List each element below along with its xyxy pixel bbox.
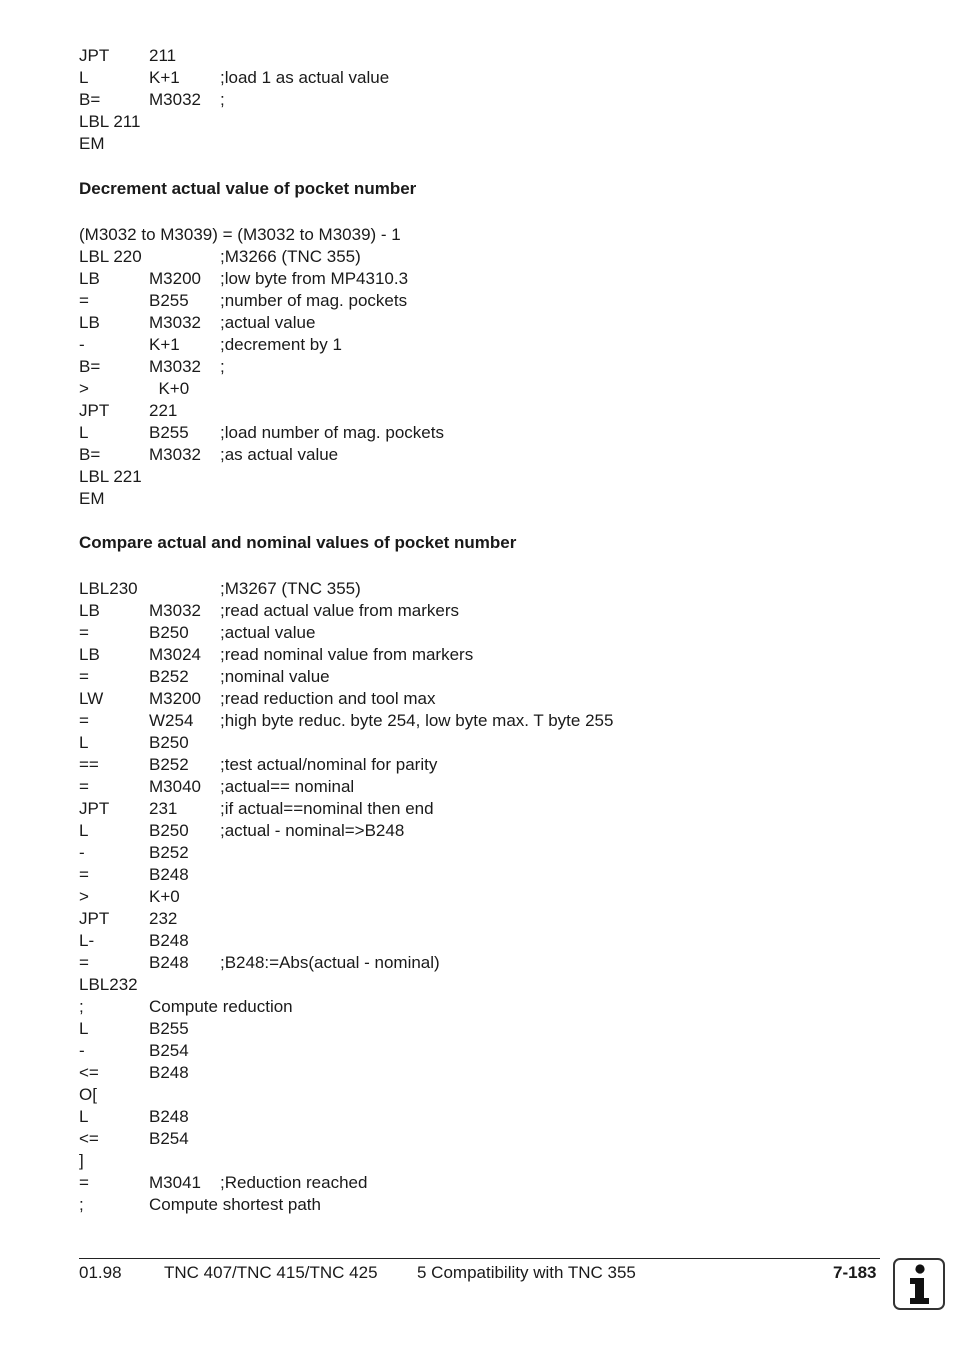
code-line bbox=[79, 1194, 899, 1216]
code-line bbox=[79, 908, 899, 930]
code-operand: M3032 bbox=[149, 90, 201, 109]
code-operand: M3040 bbox=[149, 777, 201, 796]
code-operand: 232 bbox=[149, 909, 178, 928]
code-operand: B252 bbox=[149, 755, 189, 774]
code-line bbox=[79, 290, 899, 312]
code-op: = bbox=[79, 953, 89, 972]
code-op: LBL232 bbox=[79, 975, 138, 994]
code-operand: B252 bbox=[149, 843, 189, 862]
code-op: LB bbox=[79, 601, 100, 620]
code-operand: W254 bbox=[149, 711, 194, 730]
code-comment: ;M3267 (TNC 355) bbox=[220, 579, 361, 598]
code-op: = bbox=[79, 777, 89, 796]
code-comment: ;load number of mag. pockets bbox=[220, 423, 444, 442]
footer-product: TNC 407/TNC 415/TNC 425 bbox=[164, 1263, 378, 1282]
code-op: = bbox=[79, 291, 89, 310]
code-line bbox=[79, 1062, 899, 1084]
code-comment: ;B248:=Abs(actual - nominal) bbox=[220, 953, 440, 972]
code-op: JPT bbox=[79, 799, 110, 818]
code-line bbox=[79, 1084, 899, 1106]
code-operand: M3041 bbox=[149, 1173, 201, 1192]
code-op: - bbox=[79, 843, 85, 862]
code-operand: K+1 bbox=[149, 68, 180, 87]
code-op: = bbox=[79, 711, 89, 730]
code-line bbox=[79, 246, 899, 268]
code-op: EM bbox=[79, 489, 105, 508]
code-op: = bbox=[79, 865, 89, 884]
code-op: ] bbox=[79, 1151, 84, 1170]
code-op: LB bbox=[79, 645, 100, 664]
code-op: L- bbox=[79, 931, 95, 950]
code-comment: ;actual - nominal=>B248 bbox=[220, 821, 405, 840]
code-op: = bbox=[79, 623, 89, 642]
code-op: B= bbox=[79, 357, 101, 376]
code-comment: ;Reduction reached bbox=[220, 1173, 368, 1192]
code-operand: M3032 bbox=[149, 445, 201, 464]
code-op: L bbox=[79, 821, 89, 840]
code-operand: B254 bbox=[149, 1041, 189, 1060]
code-line bbox=[79, 842, 899, 864]
code-operand: B248 bbox=[149, 931, 189, 950]
code-line bbox=[79, 1150, 899, 1172]
code-operand: Compute shortest path bbox=[149, 1195, 321, 1214]
footer-rule bbox=[79, 1258, 880, 1259]
code-line bbox=[79, 488, 899, 510]
code-op: LBL 221 bbox=[79, 467, 142, 486]
code-operand: M3024 bbox=[149, 645, 201, 664]
code-op: LBL230 bbox=[79, 579, 138, 598]
page-number: 7-183 bbox=[833, 1263, 877, 1282]
code-line bbox=[79, 798, 899, 820]
section-heading-compare: Compare actual and nominal values of pocket number bbox=[79, 533, 517, 552]
code-op: LW bbox=[79, 689, 104, 708]
code-line bbox=[79, 886, 899, 908]
code-operand: B254 bbox=[149, 1129, 189, 1148]
code-op: B= bbox=[79, 90, 101, 109]
code-comment: ;decrement by 1 bbox=[220, 335, 342, 354]
code-line bbox=[79, 688, 899, 710]
code-line bbox=[79, 45, 899, 67]
code-operand: Compute reduction bbox=[149, 997, 293, 1016]
code-comment: ;read actual value from markers bbox=[220, 601, 460, 620]
code-line bbox=[79, 1018, 899, 1040]
code-op: <= bbox=[79, 1063, 99, 1082]
code-operand: 221 bbox=[149, 401, 178, 420]
code-line bbox=[79, 89, 899, 111]
code-operand: B252 bbox=[149, 667, 189, 686]
code-operand: K+1 bbox=[149, 335, 180, 354]
code-line bbox=[79, 644, 899, 666]
code-line bbox=[79, 754, 899, 776]
code-op: L bbox=[79, 1019, 89, 1038]
code-operand: B248 bbox=[149, 953, 189, 972]
code-block-increment-end bbox=[79, 45, 899, 155]
code-op: = bbox=[79, 667, 89, 686]
code-comment: ;read reduction and tool max bbox=[220, 689, 436, 708]
code-line bbox=[79, 996, 899, 1018]
code-op: ; bbox=[79, 997, 84, 1016]
code-line bbox=[79, 356, 899, 378]
code-line bbox=[79, 1128, 899, 1150]
code-op: == bbox=[79, 755, 99, 774]
code-op: LBL 220 bbox=[79, 247, 142, 266]
code-operand: M3032 bbox=[149, 601, 201, 620]
code-operand: B255 bbox=[149, 1019, 189, 1038]
code-line bbox=[79, 400, 899, 422]
code-op: L bbox=[79, 733, 89, 752]
code-comment: ;load 1 as actual value bbox=[220, 68, 390, 87]
code-op: L bbox=[79, 68, 89, 87]
code-operand: B255 bbox=[149, 291, 189, 310]
code-block-compare bbox=[79, 578, 899, 1216]
code-op: LB bbox=[79, 313, 100, 332]
code-comment: ;high byte reduc. byte 254, low byte max. T byte 255 bbox=[220, 711, 614, 730]
code-op: <= bbox=[79, 1129, 99, 1148]
code-op: JPT bbox=[79, 909, 110, 928]
code-operand: M3032 bbox=[149, 357, 201, 376]
code-line bbox=[79, 67, 899, 89]
code-line bbox=[79, 952, 899, 974]
code-operand: B250 bbox=[149, 623, 189, 642]
code-line bbox=[79, 1172, 899, 1194]
code-op: - bbox=[79, 1041, 85, 1060]
code-line bbox=[79, 422, 899, 444]
code-line bbox=[79, 224, 899, 246]
code-op: L bbox=[79, 1107, 89, 1126]
code-operand: K+0 bbox=[149, 379, 190, 398]
code-op: LBL 211 bbox=[79, 112, 141, 131]
code-op: JPT bbox=[79, 46, 110, 65]
code-op: L bbox=[79, 423, 89, 442]
code-op: (M3032 to M3039) = (M3032 to M3039) - 1 bbox=[79, 225, 401, 244]
code-line bbox=[79, 930, 899, 952]
footer-date: 01.98 bbox=[79, 1263, 122, 1282]
code-op: JPT bbox=[79, 401, 110, 420]
code-operand: B248 bbox=[149, 865, 189, 884]
code-line bbox=[79, 974, 899, 996]
code-line bbox=[79, 133, 899, 155]
code-comment: ;if actual==nominal then end bbox=[220, 799, 434, 818]
code-operand: K+0 bbox=[149, 887, 180, 906]
code-operand: 231 bbox=[149, 799, 178, 818]
code-op: ; bbox=[79, 1195, 84, 1214]
code-operand: B250 bbox=[149, 733, 189, 752]
code-comment: ;nominal value bbox=[220, 667, 330, 686]
code-line bbox=[79, 578, 899, 600]
code-operand: M3200 bbox=[149, 269, 201, 288]
code-operand: M3032 bbox=[149, 313, 201, 332]
code-line bbox=[79, 666, 899, 688]
code-operand: 211 bbox=[149, 46, 177, 65]
code-comment: ;low byte from MP4310.3 bbox=[220, 269, 409, 288]
code-comment: ;actual value bbox=[220, 313, 316, 332]
code-op: EM bbox=[79, 134, 105, 153]
code-line bbox=[79, 622, 899, 644]
code-operand: B255 bbox=[149, 423, 189, 442]
code-line bbox=[79, 444, 899, 466]
code-line bbox=[79, 732, 899, 754]
code-line bbox=[79, 776, 899, 798]
code-operand: B248 bbox=[149, 1063, 189, 1082]
code-line bbox=[79, 378, 899, 400]
code-comment: ; bbox=[220, 90, 225, 109]
code-op: > bbox=[79, 887, 89, 906]
section-heading-decrement: Decrement actual value of pocket number bbox=[79, 179, 417, 198]
code-operand: B250 bbox=[149, 821, 189, 840]
code-comment: ;actual value bbox=[220, 623, 316, 642]
code-op: > bbox=[79, 379, 89, 398]
code-operand: B248 bbox=[149, 1107, 189, 1126]
code-line bbox=[79, 334, 899, 356]
code-line bbox=[79, 600, 899, 622]
code-op: O[ bbox=[79, 1085, 97, 1104]
code-comment: ;number of mag. pockets bbox=[220, 291, 408, 310]
code-comment: ;M3266 (TNC 355) bbox=[220, 247, 361, 266]
code-block-decrement bbox=[79, 224, 899, 510]
code-line bbox=[79, 864, 899, 886]
code-line bbox=[79, 1040, 899, 1062]
code-op: - bbox=[79, 335, 85, 354]
code-op: LB bbox=[79, 269, 100, 288]
code-line bbox=[79, 820, 899, 842]
code-comment: ;as actual value bbox=[220, 445, 339, 464]
code-comment: ;read nominal value from markers bbox=[220, 645, 474, 664]
code-comment: ;actual== nominal bbox=[220, 777, 355, 796]
code-comment: ; bbox=[220, 357, 225, 376]
code-operand: M3200 bbox=[149, 689, 201, 708]
code-line bbox=[79, 268, 899, 290]
footer-chapter: 5 Compatibility with TNC 355 bbox=[417, 1263, 636, 1282]
code-line bbox=[79, 710, 899, 732]
info-icon bbox=[893, 1258, 945, 1310]
code-line bbox=[79, 466, 899, 488]
code-line bbox=[79, 111, 899, 133]
code-op: = bbox=[79, 1173, 89, 1192]
code-comment: ;test actual/nominal for parity bbox=[220, 755, 438, 774]
code-line bbox=[79, 1106, 899, 1128]
code-op: B= bbox=[79, 445, 101, 464]
code-line bbox=[79, 312, 899, 334]
